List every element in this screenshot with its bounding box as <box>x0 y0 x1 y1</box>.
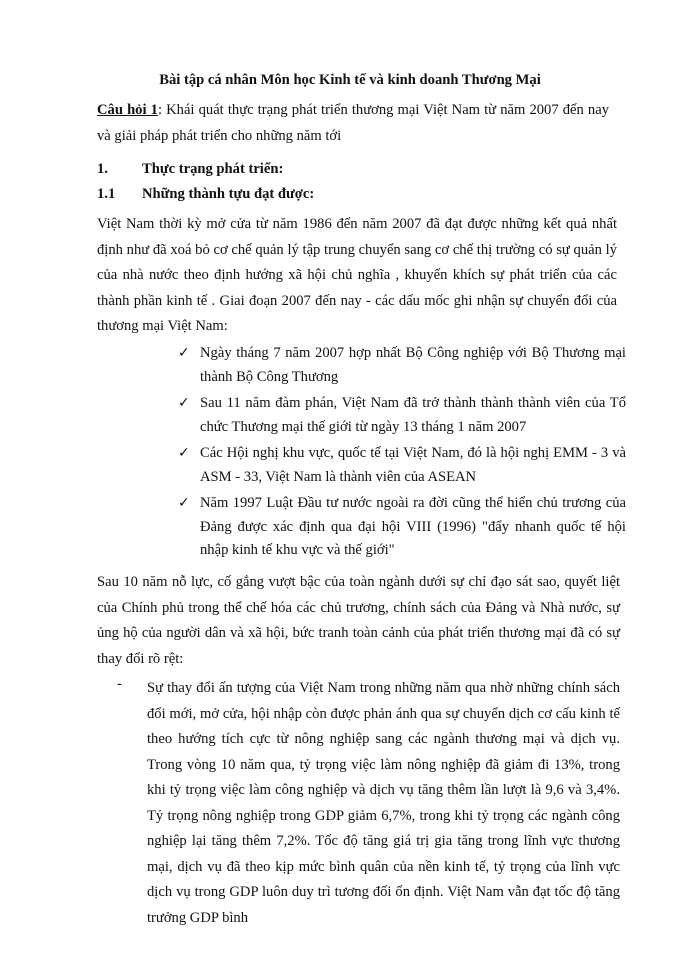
milestone-text: Ngày tháng 7 năm 2007 hợp nhất Bộ Công nghiệp với Bộ Thương mại thành Bộ Công Thương <box>200 345 626 385</box>
question-text: : Khái quát thực trạng phát triển thương mại Việt Nam từ năm 2007 đến nay và giải pháp phát triển cho những năm tới <box>97 102 609 144</box>
milestone-item <box>176 492 626 563</box>
dash-bullet: - <box>117 676 122 692</box>
check-icon: ✓ <box>178 445 190 461</box>
question-label: Câu hỏi 1 <box>97 102 158 118</box>
section-1-title: Thực trạng phát triển: <box>142 161 284 177</box>
milestone-list <box>176 342 626 566</box>
question-1 <box>97 98 609 149</box>
paragraph-2: Sau 10 năm nỗ lực, cố gắng vượt bậc của toàn ngành dưới sự chỉ đạo sát sao, quyết liệt của Chính phủ trong thể chế hóa các chủ trương, chính sách của Đảng và Nhà nước, sự ủng hộ của người dân và xã hội, bức tranh toàn cảnh của phát triển thương mại đã có sự thay đổi rõ rệt: <box>97 574 620 667</box>
milestone-text: Năm 1997 Luật Đầu tư nước ngoài ra đời cũng thể hiển chủ trương của Đảng được xác định qua đại hội VIII (1996) "đẩy nhanh quốc tế hội nhập kinh tế khu vực và thế giới" <box>200 495 626 558</box>
section-1-number: 1. <box>97 161 108 177</box>
section-1-1-number: 1.1 <box>97 186 116 202</box>
section-1-1-heading <box>97 184 314 204</box>
check-icon: ✓ <box>178 495 190 511</box>
section-1-heading <box>97 159 283 179</box>
intro-paragraph: Việt Nam thời kỳ mở cửa từ năm 1986 đến năm 2007 đã đạt được những kết quả nhất định như đã xoá bỏ cơ chế quản lý tập trung chuyển sang cơ chế thị trường có sự quản lý của nhà nước theo định hướng xã hội chủ nghĩa , khuyến khích sự phát triển của các thành phần kinh tế . Giai đoạn 2007 đến nay - các dấu mốc ghi nhận sự chuyển đổi của thương mại Việt Nam: <box>97 216 617 334</box>
check-icon: ✓ <box>178 345 190 361</box>
milestone-text: Các Hội nghị khu vực, quốc tế tại Việt Nam, đó là hội nghị EMM - 3 và ASM - 33, Việt Nam là thành viên của ASEAN <box>200 445 626 485</box>
document-title: Bài tập cá nhân Môn học Kinh tế và kinh doanh Thương Mại <box>159 72 541 88</box>
check-icon: ✓ <box>178 395 190 411</box>
section-1-1-title: Những thành tựu đạt được: <box>142 186 315 202</box>
dash-list <box>117 676 620 931</box>
dash-item-text: Sự thay đổi ấn tượng của Việt Nam trong những năm qua nhờ những chính sách đổi mới, mở cửa, hội nhập còn được phản ánh qua sự chuyển dịch cơ cấu kinh tế theo hướng tích cực từ nông nghiệp sang các ngành thương mại và dịch vụ. Trong vòng 10 năm qua, tỷ trọng việc làm nông nghiệp đã giảm đi 13%, trong khi tỷ trọng việc làm công nghiệp và dịch vụ tăng thêm lần lượt là 9,6 và 3,4%. Tỷ trọng nông nghiệp trong GDP giảm 6,7%, trong khi tỷ trọng các ngành công nghiệp lại tăng thêm 7,2%. Tốc độ tăng giá trị gia tăng trong lĩnh vực thương mại, dịch vụ đã theo kịp mức bình quân của nền kinh tế, tỷ trọng của lĩnh vực dịch vụ trong GDP luôn duy trì tương đối ổn định. Việt Nam vẫn đạt tốc độ tăng trưởng GDP bình <box>147 680 620 926</box>
milestone-item <box>176 392 626 439</box>
milestone-text: Sau 11 năm đàm phán, Việt Nam đã trở thành thành thành viên của Tổ chức Thương mại thế giới từ ngày 13 tháng 1 năm 2007 <box>200 395 626 435</box>
milestone-item <box>176 442 626 489</box>
milestone-item <box>176 342 626 389</box>
